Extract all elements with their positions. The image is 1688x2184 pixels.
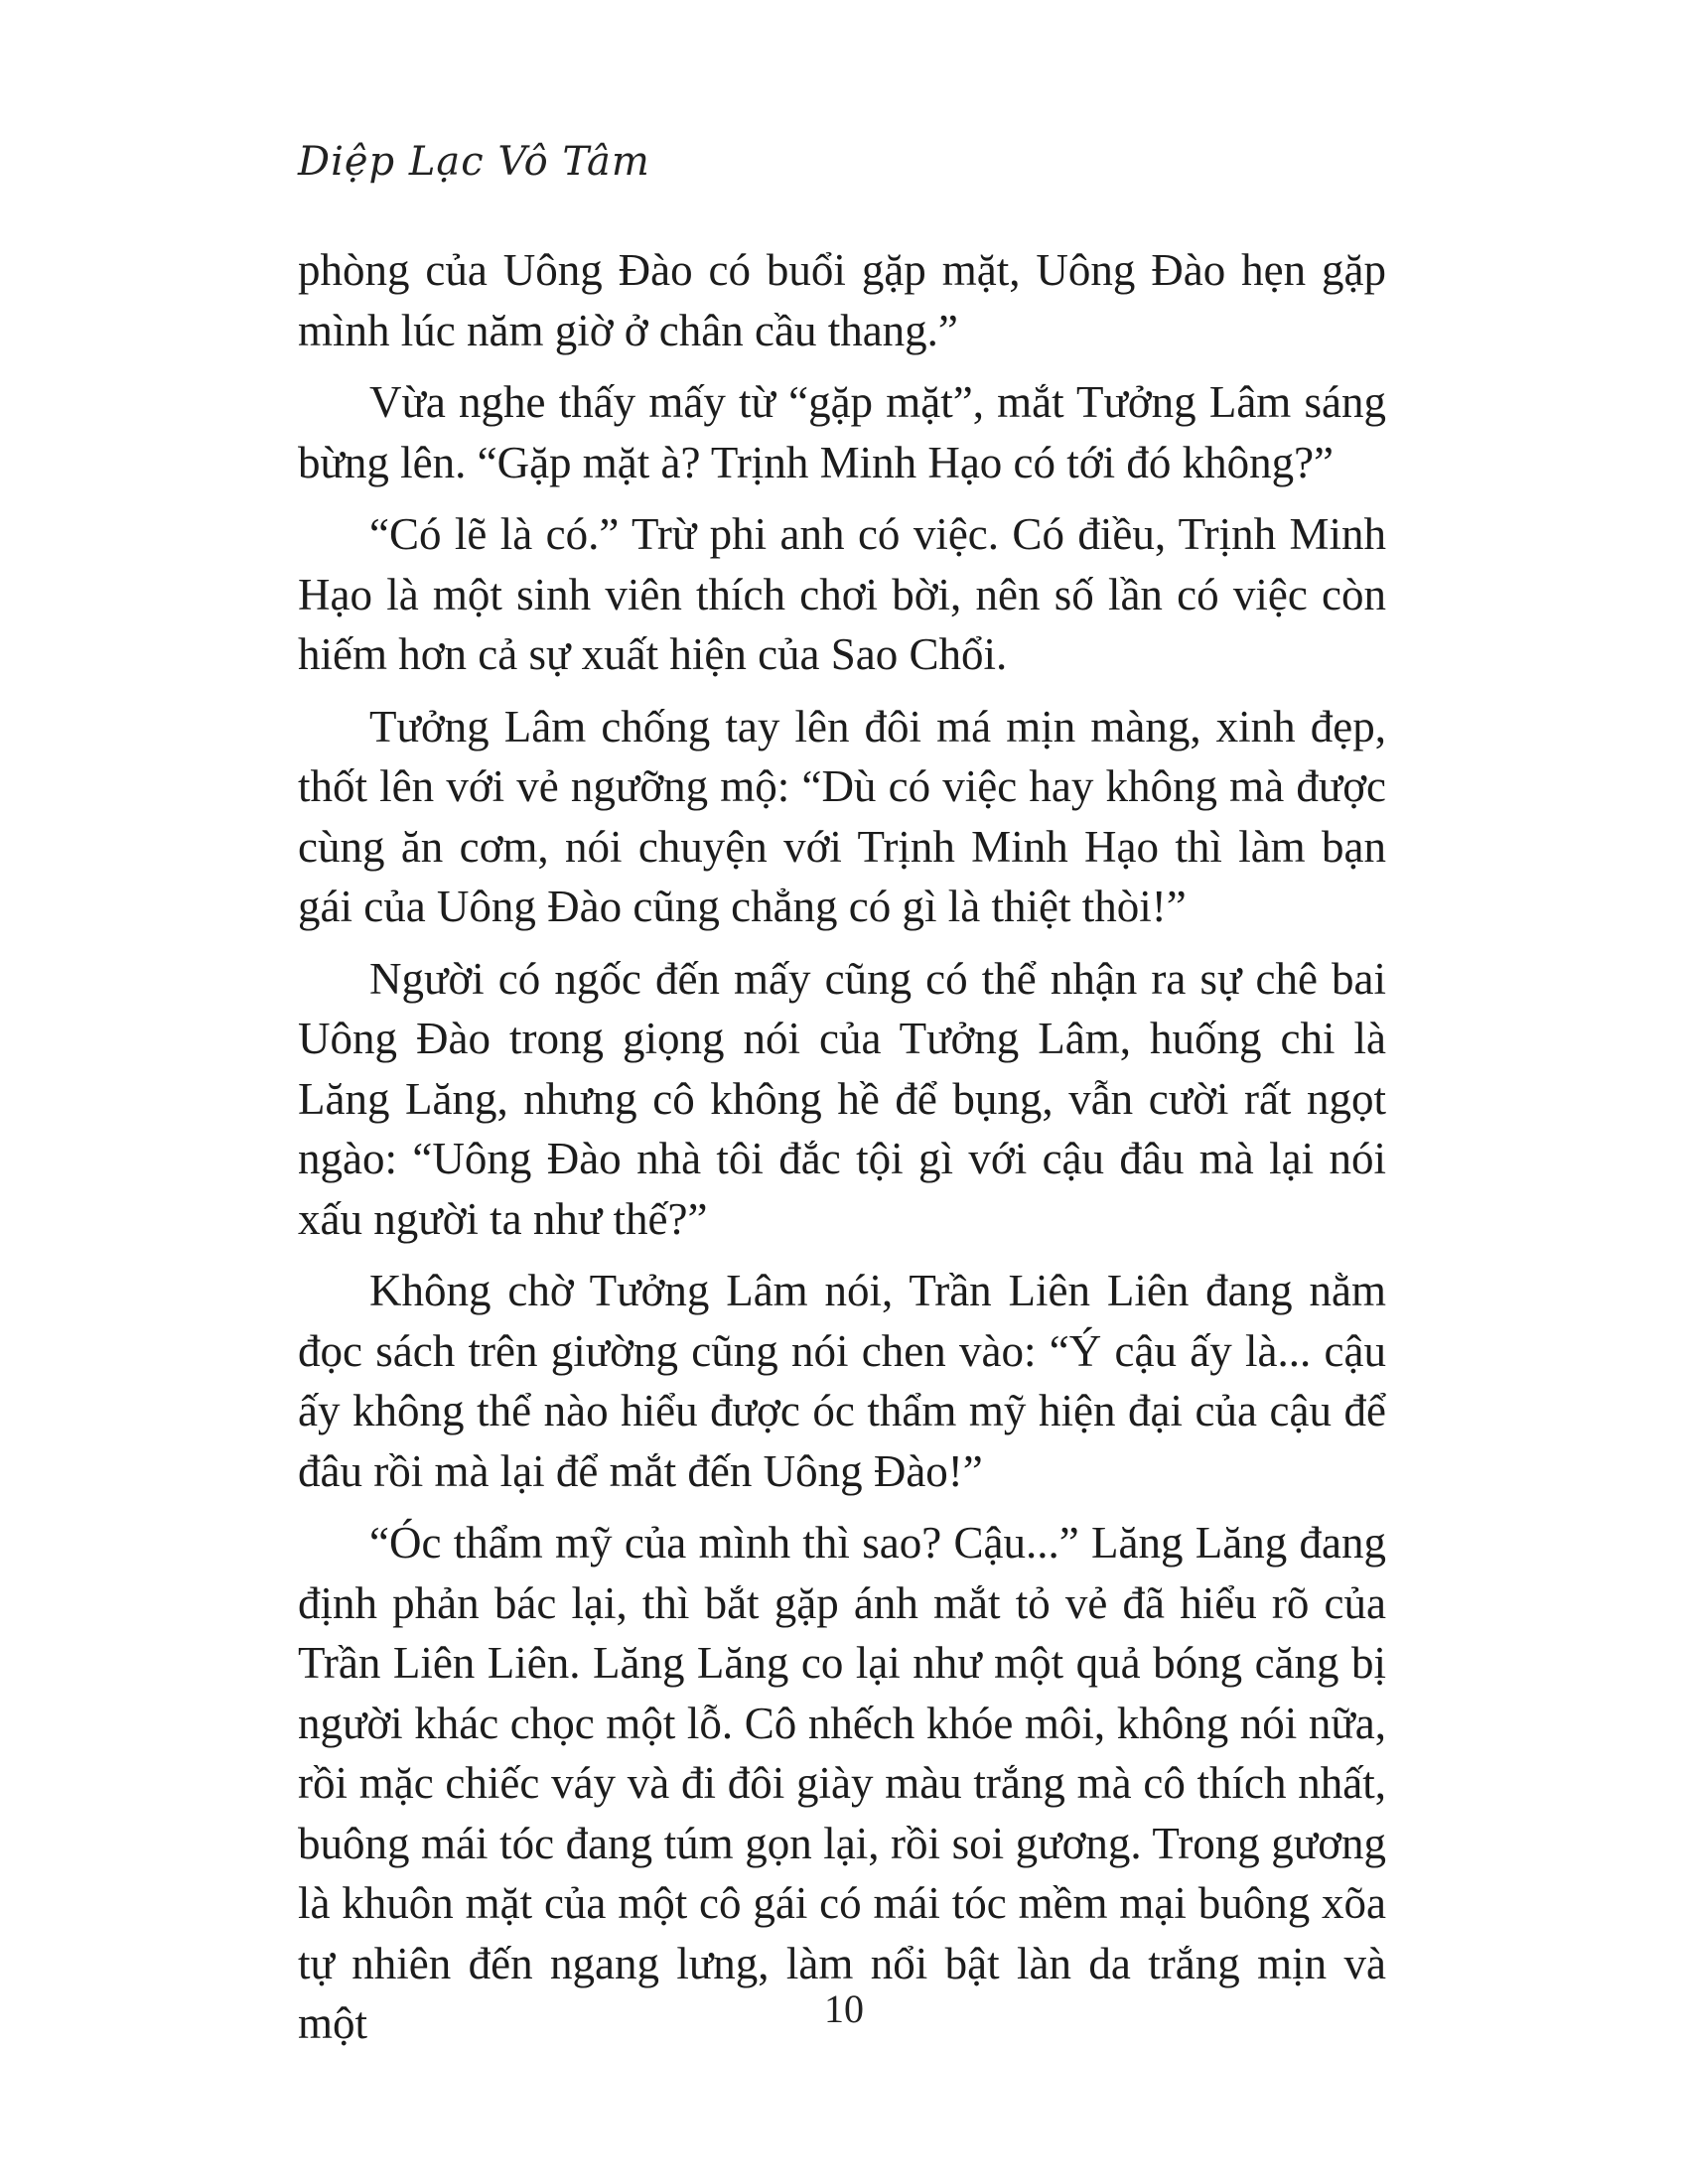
paragraph-6: Không chờ Tưởng Lâm nói, Trần Liên Liên đang nằm đọc sách trên giường cũng nói chen vào: “Ý cậu ấy là... cậu ấy không thể nào hiểu được óc thẩm mỹ hiện đại của cậu để đâu rồi mà lại để mắt đến Uông Đào!” (298, 1266, 1386, 1496)
body-text (298, 240, 1386, 2066)
running-header-title: Diệp Lạc Vô Tâm (298, 139, 650, 185)
paragraph-7: “Óc thẩm mỹ của mình thì sao? Cậu...” Lăng Lăng đang định phản bác lại, thì bắt gặp ánh mắt tỏ vẻ đã hiểu rõ của Trần Liên Liên. Lăng Lăng co lại như một quả bóng căng bị người khác chọc một lỗ. Cô nhếch khóe môi, không nói nữa, rồi mặc chiếc váy và đi đôi giày màu trắng mà cô thích nhất, buông mái tóc đang túm gọn lại, rồi soi gương. Trong gương là khuôn mặt của một cô gái có mái tóc mềm mại buông xõa tự nhiên đến ngang lưng, làm nổi bật làn da trắng mịn và một (298, 1518, 1386, 2048)
page-number: 10 (824, 1986, 864, 2031)
paragraph-3: “Có lẽ là có.” Trừ phi anh có việc. Có điều, Trịnh Minh Hạo là một sinh viên thích chơi bời, nên số lần có việc còn hiếm hơn cả sự xuất hiện của Sao Chổi. (298, 509, 1386, 679)
paragraph-2: Vừa nghe thấy mấy từ “gặp mặt”, mắt Tưởng Lâm sáng bừng lên. “Gặp mặt à? Trịnh Minh Hạo có tới đó không?” (298, 377, 1386, 487)
paragraph-4: Tưởng Lâm chống tay lên đôi má mịn màng, xinh đẹp, thốt lên với vẻ ngưỡng mộ: “Dù có việc hay không mà được cùng ăn cơm, nói chuyện với Trịnh Minh Hạo thì làm bạn gái của Uông Đào cũng chẳng có gì là thiệt thòi!” (298, 701, 1386, 931)
paragraph-1: phòng của Uông Đào có buổi gặp mặt, Uông Đào hẹn gặp mình lúc năm giờ ở chân cầu thang.” (298, 245, 1386, 355)
paragraph-5: Người có ngốc đến mấy cũng có thể nhận ra sự chê bai Uông Đào trong giọng nói của Tưởng Lâm, huống chi là Lăng Lăng, nhưng cô không hề để bụng, vẫn cười rất ngọt ngào: “Uông Đào nhà tôi đắc tội gì với cậu đâu mà lại nói xấu người ta như thế?” (298, 953, 1386, 1244)
